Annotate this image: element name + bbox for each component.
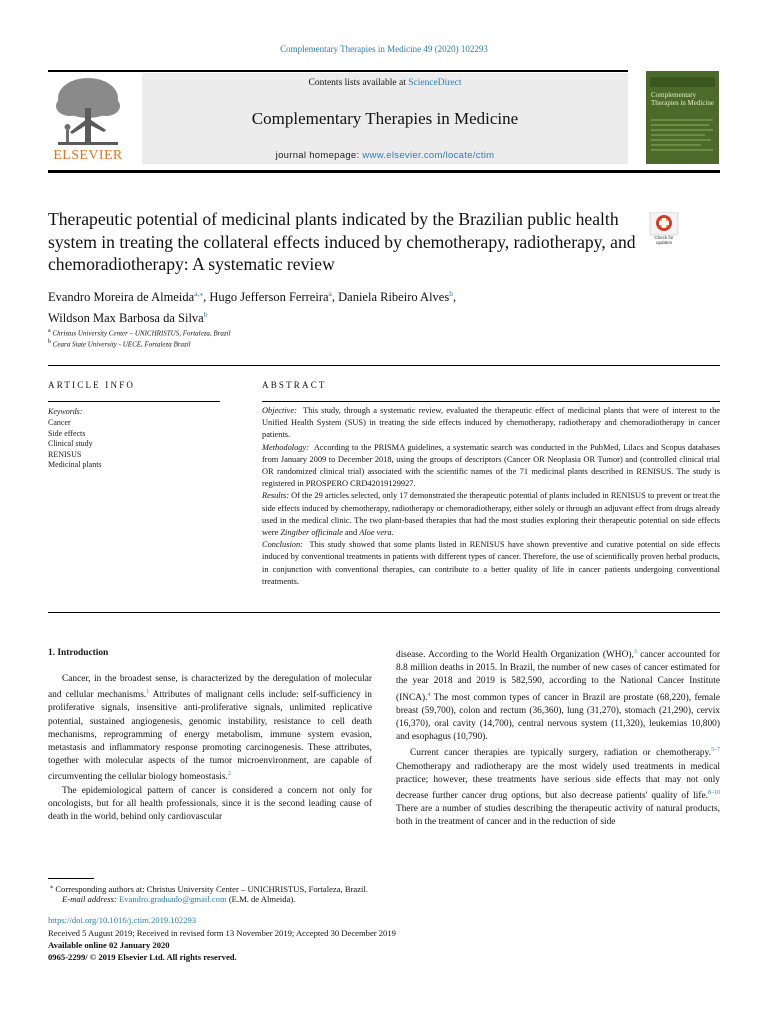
affiliation-text: Ceara State University - UECE, Fortaleza Brazil (52, 340, 191, 349)
reference-link[interactable]: 8–10 (708, 789, 720, 796)
author-name[interactable]: Daniela Ribeiro Alves (338, 290, 450, 305)
intro-paragraph-1 (48, 673, 372, 785)
author-affiliation-mark[interactable]: a,⁎ (194, 289, 204, 298)
keywords-label: Keywords: (48, 407, 83, 416)
abstract-results (262, 490, 720, 539)
methodology-text: According to the PRISMA guidelines, a systematic search was conducted in the PubMed, Lilacs and Scopus databases from January 2009 to December 2018, using the groups of descriptors (Cancer OR Neoplasia OR Tumor) and (controlled clinical trial OR randomized clinical trial) associated with the scientific names of the 71 medicinal plants described in RENISUS. The study is registered in PROSPERO CRD42019129927. (262, 442, 720, 489)
keyword-item[interactable]: Medicinal plants (48, 460, 102, 469)
keyword-item[interactable]: Side effects (48, 428, 86, 438)
cover-art (646, 71, 719, 164)
author-name[interactable]: Evandro Moreira de Almeida (48, 290, 195, 305)
reference-link[interactable]: 2 (227, 771, 231, 778)
intro-p1-text-b: Attributes of malignant cells include: self-sufficiency in proliferative signals, insensitive anti-proliferative signals, unlimited replicative potential, sustained angiogenesis, genomic instability, resistance to cell death mechanisms, reprogramming of energy metabolism, immune system evasion, metastasis and inflammatory response promoting carcinogenesis. These attributes, together with molecular aspects of the tumor microenvironment, are capable of circumventing the cellular biology homeostasis. (48, 690, 372, 783)
abstract-heading: ABSTRACT (262, 380, 327, 390)
affiliation-b (48, 339, 648, 348)
journal-citation[interactable]: Complementary Therapies in Medicine 49 (2020) 102293 (280, 44, 488, 54)
reference-link[interactable]: 3 (633, 649, 637, 655)
intro-p2-text-b: cancer accounted for 8.8 million deaths in 2015. In Brazil, the number of new cases of cancer estimated for the year 2018 and 2019 is 582,590, according to the National Cancer Institute (INCA). (396, 650, 720, 703)
email-note (62, 893, 702, 905)
intro-p1-text-a: Cancer, in the broadest sense, is characterized by the deregulation of molecular and cellular mechanisms. (48, 674, 372, 701)
available-text: Available online 02 January 2020 (48, 940, 170, 950)
section-rule-top (48, 365, 720, 366)
article-info-heading: ARTICLE INFO (48, 380, 136, 390)
journal-homepage (142, 150, 628, 161)
author-separator: , (452, 290, 457, 305)
email-link[interactable]: Evandro.graduado@gmail.com (118, 894, 227, 904)
section-rule-bottom (48, 612, 720, 613)
author-separator: , (331, 290, 339, 305)
keyword-item[interactable]: RENISUS (48, 449, 82, 459)
crossmark-icon (646, 212, 682, 236)
abstract-conclusion (262, 539, 720, 588)
conclusion-text: This study showed that some plants listed in RENISUS have shown preventive and curative potential on side effects induced by conventional treatments in patients with different types of cancer. Therefore, the use of scientifically proven herbal products, in conjunction with conventional therapies, can contribute to a better quality of life in cancer patients undergoing conventional treatments. (262, 540, 720, 586)
reference-link[interactable]: 1 (146, 689, 150, 696)
results-plant-2: Aloe vera. (359, 528, 394, 538)
intro-p3-text-b: Chemotherapy and radiotherapy are the most widely used treatments in medical practice; however, these treatments have serious side effects that may not only decrease further cancer drug options, but also decrease patients' quality of life. (396, 761, 720, 802)
crossmark-label: Check for updates (654, 235, 674, 245)
author-list (48, 285, 648, 327)
author-name[interactable]: Wildson Max Barbosa da Silva (48, 311, 204, 326)
contents-availability (142, 78, 628, 88)
journal-cover-thumbnail[interactable] (646, 71, 719, 164)
corresponding-mark: ⁎ (50, 884, 54, 890)
article-title: Therapeutic potential of medicinal plants indicated by the Brazilian public health system in treating the collateral effects induced by chemotherapy, radiotherapy, and chemoradiotherapy: A systematic review (48, 209, 636, 274)
body-column-right (396, 646, 720, 830)
intro-p3-text-a: Current cancer therapies are typically surgery, radiation or chemotherapy. (410, 748, 711, 759)
contents-prefix: Contents lists available at (308, 78, 409, 88)
available-online (48, 939, 720, 951)
crossmark-badge[interactable] (646, 212, 682, 250)
intro-p2-text-c: The most common types of cancer in Brazil are prostate (68,220), female breast (59,700), colon and rectum (36,360), lung (31,270), stomach (21,290), cervix (16,370), oral cavity (14,700), central nervous system (11,320), leukemias 10,800) and esophagus (10,790). (396, 692, 720, 743)
results-and: and (342, 528, 360, 538)
intro-paragraph-2-continued (396, 646, 720, 744)
copyright-text: 0965-2299/ © 2019 Elsevier Ltd. All rights reserved. (48, 952, 237, 962)
reference-link[interactable]: 4 (427, 691, 431, 698)
conclusion-label: Conclusion: (262, 540, 303, 550)
masthead-bottom-rule (48, 170, 720, 173)
author-name[interactable]: Hugo Jefferson Ferreira (209, 290, 329, 305)
abstract-rule (262, 401, 720, 402)
methodology-label: Methodology: (262, 442, 309, 452)
email-label: E-mail address: (62, 894, 117, 904)
cover-title: Complementary Therapies in Medicine (651, 91, 714, 107)
body-column-left (48, 673, 372, 824)
results-plant-1: Zingiber officinale (280, 528, 343, 538)
author-affiliation-mark[interactable]: b (203, 310, 208, 320)
intro-p3-text-c: There are a number of studies describing the therapeutic activity of natural products, both in the treatment of cancer and in the reduction of side (396, 804, 720, 828)
copyright-line (48, 951, 720, 963)
introduction-heading: 1. Introduction (48, 648, 109, 658)
author-affiliation-mark[interactable]: b (449, 289, 453, 298)
masthead-top-rule (48, 70, 628, 72)
reference-link[interactable]: 5–7 (711, 747, 720, 754)
sciencedirect-link[interactable]: ScienceDirect (408, 78, 462, 88)
journal-title: Complementary Therapies in Medicine (251, 109, 519, 128)
homepage-link[interactable]: www.elsevier.com/locate/ctim (362, 150, 495, 161)
intro-p2-text-a: disease. According to the World Health Organization (WHO), (396, 650, 634, 661)
publisher-wordmark: ELSEVIER (53, 148, 123, 163)
results-text: Of the 29 articles selected, only 17 demonstrated the therapeutic potential of plants included in RENISUS to prevent or treat the side effects induced by chemotherapy, radiotherapy or chemoradiotherapy, either solely or through an adjuvant effect from drugs already used in the medical clinic. The two plant-based therapies that had the most studies exploring their therapeutic potential on side effects were (262, 491, 720, 538)
affiliation-a (48, 328, 648, 337)
email-owner: (E.M. de Almeida). (228, 894, 296, 904)
keyword-item[interactable]: Clinical study (48, 439, 93, 448)
objective-text: This study, through a systematic review, evaluated the therapeutic effect of medicinal plants that were of interest to the Unified Health System (SUS) in treating the side effects induced by chemotherapy, radiotherapy and chemoradiotherapy in cancer patients. (262, 406, 720, 440)
doi-link[interactable]: https://doi.org/10.1016/j.ctim.2019.102293 (48, 915, 197, 925)
author-affiliation-mark[interactable]: a (328, 289, 332, 298)
article-info-rule (48, 401, 220, 402)
affiliation-mark: a (48, 328, 51, 334)
intro-paragraph-2: The epidemiological pattern of cancer is considered a concern not only for oncologists, but for all health professionals, since it is the second leading cause of death in the world, behind only cardiovascular (48, 785, 372, 822)
doi-line (48, 914, 720, 926)
keyword-item[interactable]: Cancer (48, 418, 71, 427)
corresponding-text: Corresponding authors at: Christus University Center – UNICHRISTUS, Fortaleza, Brazil. (55, 883, 368, 894)
results-label: Results: (262, 491, 289, 501)
homepage-prefix: journal homepage: (275, 150, 363, 161)
affiliation-text: Christus University Center – UNICHRISTUS, Fortaleza, Brazil (52, 329, 231, 338)
abstract-methodology (262, 442, 720, 491)
author-separator: , (203, 290, 210, 305)
keyword-list (48, 418, 102, 471)
footnote-rule (48, 878, 94, 879)
objective-label: Objective: (262, 406, 297, 415)
abstract-body (262, 405, 720, 588)
intro-paragraph-3 (396, 744, 720, 829)
received-history: Received 5 August 2019; Received in revised form 13 November 2019; Accepted 30 December 2019 (48, 928, 396, 938)
affiliation-mark: b (48, 339, 51, 345)
abstract-objective (262, 405, 720, 442)
